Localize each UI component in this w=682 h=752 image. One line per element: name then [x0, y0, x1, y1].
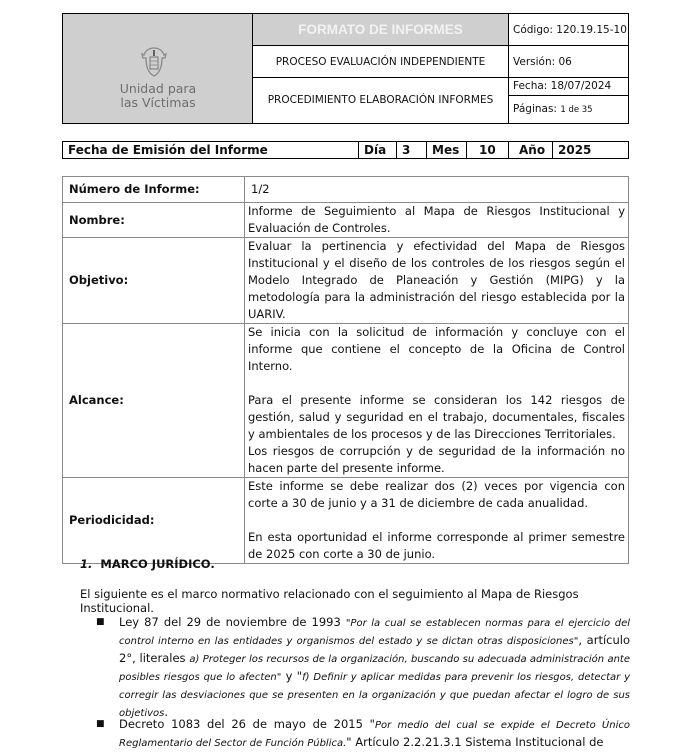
- periodicidad-value: [245, 478, 629, 564]
- emission-date-row: [62, 141, 629, 159]
- alcance-paragraph-1: Se inicia con la solicitud de información y concluye con el informe que contiene el concepto de la Oficina de Control Interno.: [248, 325, 625, 373]
- section-intro: El siguiente es el marco normativo relacionado con el seguimiento al Mapa de Riesgos Institucional.: [80, 587, 579, 615]
- table-row: [63, 203, 629, 238]
- law-end: .: [164, 705, 168, 719]
- document-date: Fecha: 18/07/2024: [509, 78, 628, 96]
- nombre-label: Nombre:: [63, 203, 245, 238]
- coat-of-arms-icon: [139, 46, 169, 78]
- logo-line2: las Víctimas: [120, 95, 196, 110]
- law-reference: Ley 87 del 29 de noviembre de 1993: [119, 615, 346, 629]
- section-title: MARCO JURÍDICO.: [100, 557, 215, 571]
- law-article: , artículo 2°, literales: [119, 633, 630, 665]
- nombre-value: Informe de Seguimiento al Mapa de Riesgos Institucional y Evaluación de Controles.: [245, 203, 629, 238]
- emission-label: Fecha de Emisión del Informe: [63, 142, 359, 158]
- report-info-table: [62, 176, 629, 564]
- table-row: [63, 478, 629, 564]
- decree-quote: Por medio del cual se expide el Decreto Único Reglamentario del Sector de Función Pública.: [119, 720, 630, 749]
- alcance-label: Alcance:: [63, 324, 245, 478]
- bullet-square-icon: ■: [96, 719, 105, 729]
- periodicidad-paragraph-1: Este informe se debe realizar dos (2) veces por vigencia con corte a 30 de junio y a 31 de diciembre de cada anualidad.: [248, 479, 625, 510]
- logo-line1: Unidad para: [119, 81, 197, 96]
- periodicidad-paragraph-2: En esta oportunidad el informe corresponde al primer semestre de 2025 con corte a 30 de junio.: [248, 530, 625, 561]
- pages-label: Páginas:: [513, 103, 557, 115]
- periodicidad-label: Periodicidad:: [63, 478, 245, 564]
- objetivo-label: Objetivo:: [63, 238, 245, 324]
- list-item: [96, 716, 630, 752]
- month-label: Mes: [427, 142, 467, 158]
- section-heading: [80, 557, 215, 571]
- header-middle: [253, 14, 508, 123]
- alcance-value: [245, 324, 629, 478]
- process-name: PROCESO EVALUACIÓN INDEPENDIENTE: [253, 46, 508, 78]
- numero-value: 1/2: [245, 177, 629, 203]
- law-literal-f: f) Definir y aplicar medidas para prevenir los riesgos, detectar y corregir las desviaciones que se presenten en la organización y que puedan afectar el logro de sus objetivos: [119, 672, 630, 719]
- decree-reference: Decreto 1083 del 26 de mayo de 2015 ": [119, 717, 375, 731]
- alcance-paragraph-2: Para el presente informe se consideran los 142 riesgos de gestión, salud y seguridad en el trabajo, documentales, fiscales y ambientales de los procesos y de las Direcciones Territoriales.: [248, 393, 625, 441]
- day-value: 3: [397, 142, 427, 158]
- table-row: [63, 324, 629, 478]
- page-count: [509, 96, 628, 123]
- month-value: 10: [467, 142, 509, 158]
- law-quote: "Por la cual se establecen normas para el ejercicio del control interno en las entidades y organismos del estado y se dictan otras disposiciones": [119, 618, 631, 647]
- logo-area: [63, 14, 253, 123]
- section-number: 1.: [80, 557, 93, 571]
- list-item: [96, 614, 631, 722]
- objetivo-value: Evaluar la pertinencia y efectividad del Mapa de Riesgos Institucional y el diseño de los controles de los riesgos según el Modelo Integrado de Planeación y Gestión (MIPG) y la metodología para la administración del riesgo establecida por la UARIV.: [245, 238, 629, 324]
- decree-article: " Artículo 2.2.21.3.1 Sistema Institucional de: [346, 735, 604, 749]
- procedure-name: PROCEDIMIENTO ELABORACIÓN INFORMES: [267, 94, 494, 106]
- year-label: Año: [509, 142, 553, 158]
- table-row: [63, 238, 629, 324]
- document-version: Versión: 06: [509, 46, 628, 78]
- year-value: 2025: [558, 143, 592, 157]
- format-title: FORMATO DE INFORMES: [253, 14, 508, 46]
- bullet-square-icon: ■: [96, 617, 105, 627]
- law-literal-a: a) Proteger los recursos de la organización, buscando su adecuada administración ante posibles riesgos que lo afecten": [119, 654, 630, 683]
- alcance-paragraph-3: Los riesgos de corrupción y de seguridad de la información no hacen parte del presente informe.: [248, 444, 625, 475]
- pages-value: 1 de 35: [560, 105, 593, 115]
- document-code: Código: 120.19.15-10: [509, 14, 628, 46]
- table-row: [63, 177, 629, 203]
- numero-label: Número de Informe:: [63, 177, 245, 203]
- header-metadata: [508, 14, 628, 123]
- document-header: [62, 13, 629, 124]
- law-connector: y ": [281, 669, 303, 683]
- day-label: Día: [359, 142, 397, 158]
